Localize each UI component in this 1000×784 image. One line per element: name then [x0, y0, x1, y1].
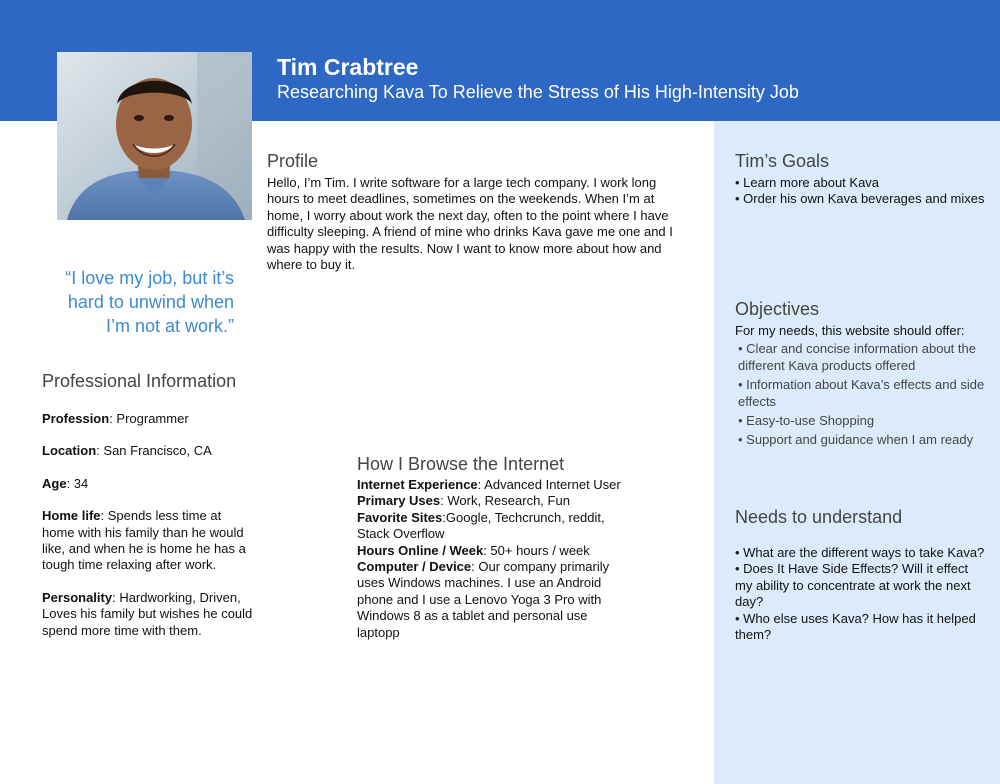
field-value: : San Francisco, CA	[96, 443, 212, 459]
objectives-heading: Objectives	[735, 299, 820, 319]
browse-heading: How I Browse the Internet	[357, 454, 565, 474]
persona-portrait-image	[57, 52, 252, 220]
field-value: : 50+ hours / week	[483, 542, 590, 558]
goal-item: • Learn more about Kava	[735, 175, 880, 190]
need-item: • Does It Have Side Effects? Will it effect my ability to concentrate at work the next day?	[735, 561, 971, 610]
home-life-field	[42, 508, 254, 574]
location-field	[42, 443, 254, 459]
persona-photo	[57, 52, 252, 220]
field-value: : Our company primarily uses Windows machines. I use an Android phone and I use a Lenovo Yoga 3 Pro with Windows 8 as a tablet and personal use laptopp	[357, 559, 610, 640]
field-label: Home life	[42, 508, 101, 524]
need-item: • Who else uses Kava? How has it helped them?	[735, 610, 976, 643]
professional-info-section	[42, 370, 254, 639]
field-value: : Work, Research, Fun	[440, 493, 570, 509]
objective-item: • Information about Kava’s effects and side effects	[738, 377, 985, 410]
objective-item: • Clear and concise information about the different Kava products offered	[738, 341, 976, 374]
persona-name: Tim Crabtree	[277, 54, 419, 80]
field-value: :Google, Techcrunch, reddit, Stack Overflow	[357, 509, 605, 542]
professional-heading: Professional Information	[42, 371, 237, 391]
field-label: Computer / Device	[357, 559, 472, 575]
objective-item: • Support and guidance when I am ready	[738, 432, 974, 448]
objective-item: • Easy-to-use Shopping	[738, 413, 875, 429]
profile-text: Hello, I’m Tim. I write software for a large tech company. I work long hours to meet deadlines, sometimes on the weekends. When I’m at home, I worry about work the next day, often to the point where I have difficulty sleeping. A friend of mine who drinks Kava gave me one and I was happy with the results. Now I want to know more about how and where to buy it.	[267, 175, 673, 273]
persona-tagline: Researching Kava To Relieve the Stress of His High-Intensity Job	[277, 82, 799, 102]
persona-quote: “I love my job, but it’s hard to unwind when I’m not at work.”	[65, 268, 234, 336]
hours-online-field	[357, 543, 627, 559]
goal-item: • Order his own Kava beverages and mixes	[735, 191, 985, 207]
goals-section	[735, 150, 985, 208]
field-value: : Hardworking, Driven, Loves his family but wishes he could spend more time with them.	[42, 589, 253, 638]
profile-heading: Profile	[267, 151, 319, 171]
needs-heading: Needs to understand	[735, 507, 903, 527]
objectives-intro: For my needs, this website should offer:	[735, 323, 965, 338]
field-label: Profession	[42, 411, 110, 426]
goals-heading: Tim’s Goals	[735, 151, 830, 171]
needs-section	[735, 506, 985, 643]
field-label: Location	[42, 443, 97, 459]
field-label: Hours Online / Week	[357, 542, 484, 558]
field-value: : Advanced Internet User	[477, 477, 621, 492]
field-value: : 34	[66, 475, 89, 491]
internet-experience-field	[357, 477, 627, 493]
field-label: Personality	[42, 589, 113, 605]
favorite-sites-field	[357, 510, 627, 543]
age-field	[42, 476, 254, 492]
field-label: Primary Uses	[357, 493, 441, 509]
profile-section	[267, 150, 679, 273]
profession-field	[42, 411, 254, 427]
personality-field	[42, 590, 254, 639]
field-label: Age	[42, 475, 67, 491]
right-panel-background	[714, 121, 1000, 784]
need-item: • What are the different ways to take Kava?	[735, 545, 985, 560]
browse-section	[357, 453, 627, 641]
field-label: Internet Experience	[357, 477, 478, 492]
objectives-section	[735, 298, 990, 450]
objectives-list	[738, 340, 990, 448]
field-label: Favorite Sites	[357, 509, 443, 525]
primary-uses-field	[357, 493, 627, 509]
field-value: : Programmer	[109, 411, 189, 426]
field-value: : Spends less time at home with his family than he would like, and when he is home he has a tough time relaxing after work.	[42, 508, 246, 573]
computer-device-field	[357, 559, 627, 641]
